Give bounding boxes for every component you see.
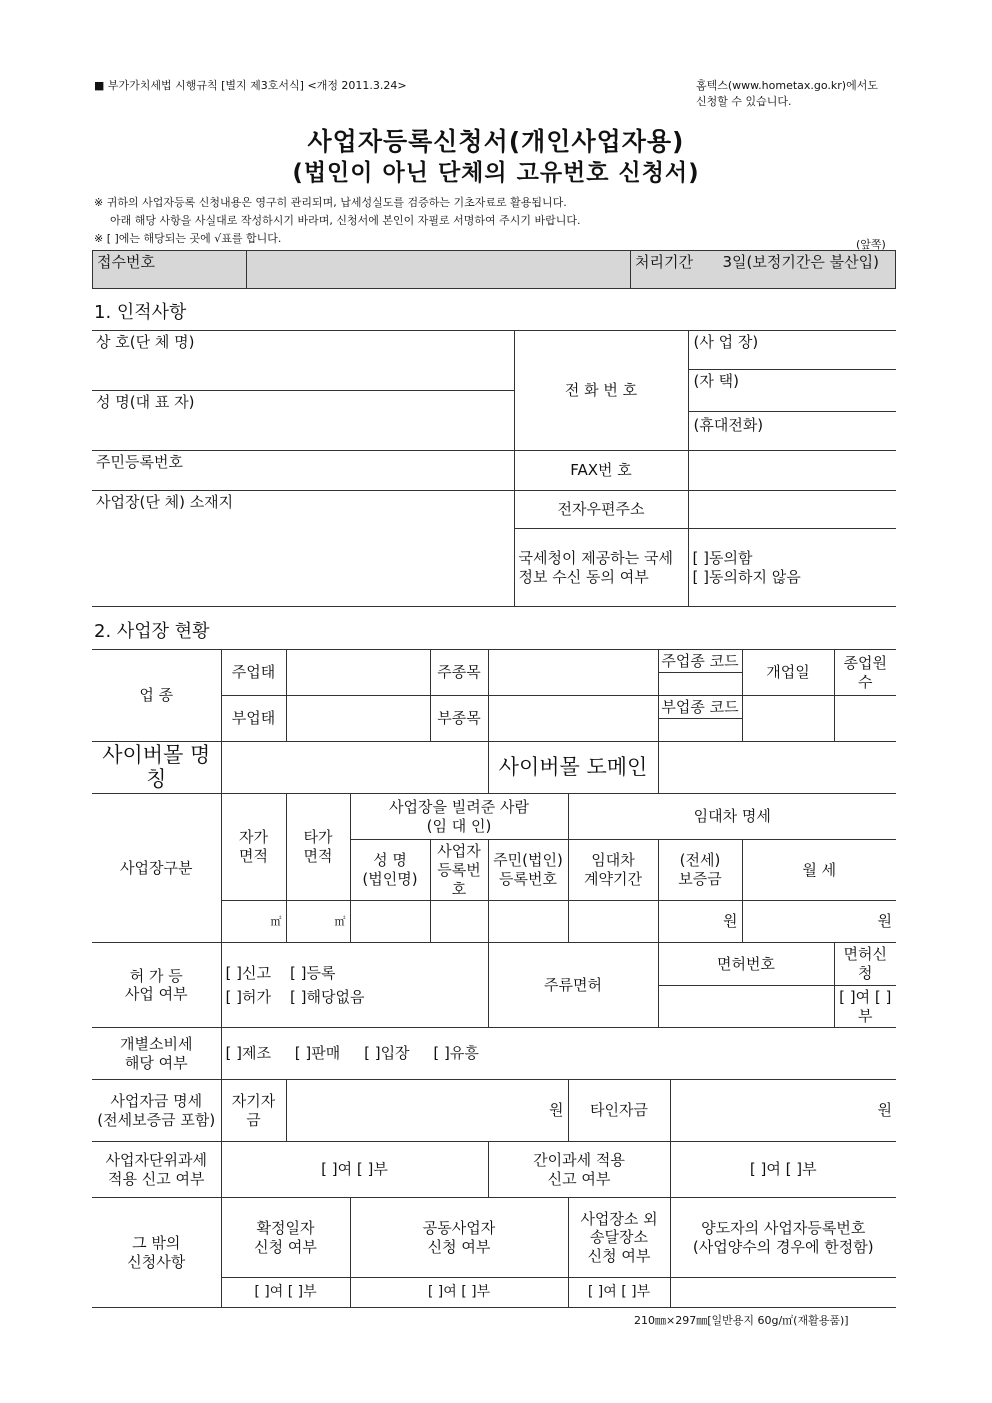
simple-tax-line1: 간이과세 적용 xyxy=(533,1151,625,1169)
receipt-number-label: 접수번호 xyxy=(93,251,247,289)
deposit-field[interactable] xyxy=(658,901,742,943)
other-area-line1: 타가 xyxy=(303,828,333,847)
permit-line1: 허 가 등 xyxy=(129,966,183,985)
excise-line1: 개별소비세 xyxy=(120,1035,193,1053)
sub-type-label: 부업태 xyxy=(221,696,286,742)
receipt-number-field[interactable] xyxy=(247,251,631,289)
permit-report-checkbox[interactable]: [ ]신고 xyxy=(225,963,271,982)
sub-type-field[interactable] xyxy=(286,696,430,742)
email-label: 전자우편주소 xyxy=(514,491,688,529)
main-code-field[interactable] xyxy=(658,673,742,696)
resident-number-label: 주민등록번호 xyxy=(96,453,183,471)
hometax-notice-line1: 홈텍스(www.hometax.go.kr)에서도 xyxy=(696,79,878,92)
phone-label: 전 화 번 호 xyxy=(514,331,688,451)
fixed-date-options[interactable]: [ ]여 [ ]부 xyxy=(221,1278,350,1308)
receipt-table xyxy=(92,250,896,289)
own-funds-field[interactable] xyxy=(286,1080,568,1142)
nts-consent-options xyxy=(688,529,896,607)
phone-home-field[interactable] xyxy=(689,370,897,412)
transferor-line1: 양도자의 사업자등록번호 xyxy=(701,1219,866,1237)
joint-business-options[interactable]: [ ]여 [ ]부 xyxy=(350,1278,568,1308)
other-requests-label xyxy=(92,1198,221,1308)
lease-period-label xyxy=(568,840,658,901)
business-status-table xyxy=(92,649,896,1308)
license-apply-label: 면허신청 xyxy=(834,943,896,986)
lease-detail-label: 임대차 명세 xyxy=(568,794,896,840)
resident-number-field[interactable] xyxy=(92,451,514,491)
nts-consent-line1: 국세청이 제공하는 국세 xyxy=(518,548,673,567)
lessor-resno-label xyxy=(488,840,568,901)
license-number-label: 면허번호 xyxy=(658,943,834,986)
permit-register-checkbox[interactable]: [ ]등록 xyxy=(290,963,336,982)
place-type-label: 사업장구분 xyxy=(92,794,221,943)
open-date-field[interactable] xyxy=(742,696,834,742)
phone-business-field[interactable] xyxy=(689,331,897,370)
sub-item-label: 부종목 xyxy=(430,696,488,742)
excise-options xyxy=(221,1028,896,1080)
other-requests-line1: 그 밖의 xyxy=(132,1234,181,1252)
mailing-place-line3: 신청 여부 xyxy=(587,1247,651,1266)
transferor-number-field[interactable] xyxy=(670,1278,896,1308)
lessor-resno-line1: 주민(법인) xyxy=(493,851,563,870)
lessor-bizno-label xyxy=(430,840,488,901)
simple-tax-line2: 신고 여부 xyxy=(547,1169,611,1188)
lessor-name-line2: (법인명) xyxy=(362,870,418,889)
permit-line2: 사업 여부 xyxy=(124,985,188,1004)
lessor-label xyxy=(350,794,568,840)
consent-disagree-checkbox[interactable]: [ ]동의하지 않음 xyxy=(692,567,801,586)
note-2: 아래 해당 사항을 사실대로 작성하시기 바라며, 신청서에 본인이 자필로 서명하여 주시기 바랍니다. xyxy=(110,214,581,227)
phone-mobile-field[interactable] xyxy=(689,412,897,450)
permit-permit-checkbox[interactable]: [ ]허가 xyxy=(225,988,271,1007)
other-funds-field[interactable] xyxy=(670,1080,896,1142)
lease-period-line1: 임대차 xyxy=(591,851,635,870)
main-type-field[interactable] xyxy=(286,650,430,696)
fixed-date-label xyxy=(221,1198,350,1278)
lessor-name-field[interactable] xyxy=(350,901,430,943)
own-area-unit: ㎡ xyxy=(270,914,282,928)
address-label: 사업장(단 체) 소재지 xyxy=(96,493,234,511)
cyber-mall-domain-label: 사이버몰 도메인 xyxy=(488,742,658,794)
form-title: 사업자등록신청서(개인사업자용) xyxy=(307,127,685,156)
mailing-place-options[interactable]: [ ]여 [ ]부 xyxy=(568,1278,670,1308)
liquor-license-label: 주류면허 xyxy=(488,943,658,1028)
other-area-label xyxy=(286,794,350,901)
section1-title: 1. 인적사항 xyxy=(94,302,187,323)
funds-label xyxy=(92,1080,221,1142)
own-area-label xyxy=(221,794,286,901)
mailing-place-line1: 사업장소 외 xyxy=(580,1209,658,1228)
lessor-line1: 사업장을 빌려준 사람 xyxy=(389,797,529,816)
own-funds-unit: 원 xyxy=(549,1101,564,1120)
hometax-notice-line2: 신청할 수 있습니다. xyxy=(696,95,792,108)
sub-code-field[interactable] xyxy=(658,719,742,742)
permit-none-checkbox[interactable]: [ ]해당없음 xyxy=(290,988,365,1007)
lessor-resno-line2: 등록번호 xyxy=(499,870,557,889)
main-item-label: 주종목 xyxy=(430,650,488,696)
transferor-label xyxy=(670,1198,896,1278)
funds-line2: (전세보증금 포함) xyxy=(97,1110,216,1129)
employees-field[interactable] xyxy=(834,696,896,742)
transferor-line2: (사업양수의 경우에 한정함) xyxy=(692,1237,874,1256)
lease-period-field[interactable] xyxy=(568,901,658,943)
industry-label: 업 종 xyxy=(92,650,221,742)
license-apply-options[interactable]: [ ]여 [ ]부 xyxy=(834,985,896,1028)
monthly-rent-unit: 원 xyxy=(877,912,892,931)
nts-consent-line2: 정보 수신 동의 여부 xyxy=(518,567,649,586)
address-field[interactable] xyxy=(92,491,514,607)
own-area-line1: 자가 xyxy=(239,828,268,847)
excise-entertainment-checkbox[interactable]: [ ]유흥 xyxy=(433,1044,479,1063)
phone-mobile-label: (휴대전화) xyxy=(693,416,764,434)
fax-label: FAX번 호 xyxy=(514,451,688,491)
processing-period-label: 처리기간 xyxy=(631,251,719,289)
deposit-label xyxy=(658,840,742,901)
note-1: ※ 귀하의 사업자등록 신청내용은 영구히 관리되며, 납세성실도를 검증하는 기초자료로 활용됩니다. xyxy=(94,196,567,209)
note-3: ※ [ ]에는 해당되는 곳에 √표를 합니다. xyxy=(94,232,282,245)
other-area-line2: 면적 xyxy=(303,847,333,866)
deposit-line2: 보증금 xyxy=(678,870,722,889)
main-item-field[interactable] xyxy=(488,650,658,696)
other-area-unit: ㎡ xyxy=(334,914,346,928)
simple-tax-options[interactable]: [ ]여 [ ]부 xyxy=(670,1142,896,1198)
permit-options xyxy=(221,943,488,1028)
personal-info-table xyxy=(92,330,896,607)
lease-period-line2: 계약기간 xyxy=(584,870,642,889)
trade-name-field[interactable] xyxy=(92,331,514,391)
form-reference: ■ 부가가치세법 시행규칙 [별지 제3호서식] <개정 2011.3.24> xyxy=(94,79,407,92)
lessor-name-label xyxy=(350,840,430,901)
unit-tax-label xyxy=(92,1142,221,1198)
representative-name-label: 성 명(대 표 자) xyxy=(96,393,195,411)
lessor-bizno-line2: 등록번호 xyxy=(437,860,481,898)
main-type-label: 주업태 xyxy=(221,650,286,696)
permit-label xyxy=(92,943,221,1028)
open-date-label: 개업일 xyxy=(742,650,834,696)
funds-line1: 사업자금 명세 xyxy=(110,1092,203,1110)
license-number-field[interactable] xyxy=(658,985,834,1028)
sub-item-field[interactable] xyxy=(488,696,658,742)
other-funds-unit: 원 xyxy=(877,1101,892,1120)
other-funds-label: 타인자금 xyxy=(568,1080,670,1142)
joint-business-line2: 신청 여부 xyxy=(427,1237,491,1256)
own-funds-label: 자기자금 xyxy=(221,1080,286,1142)
unit-tax-line1: 사업자단위과세 xyxy=(105,1151,207,1169)
representative-name-field[interactable] xyxy=(92,391,514,451)
cyber-mall-domain-field[interactable] xyxy=(658,742,896,794)
fixed-date-line2: 신청 여부 xyxy=(254,1237,317,1256)
other-area-field[interactable] xyxy=(286,901,350,943)
own-area-line2: 면적 xyxy=(239,847,268,866)
mailing-place-label xyxy=(568,1198,670,1278)
employees-label: 종업원 수 xyxy=(834,650,896,696)
trade-name-label: 상 호(단 체 명) xyxy=(96,333,195,351)
deposit-line1: (전세) xyxy=(679,851,721,870)
excise-line2: 해당 여부 xyxy=(124,1053,188,1072)
joint-business-line1: 공동사업자 xyxy=(422,1219,496,1237)
lessor-line2: (임 대 인) xyxy=(426,816,492,835)
email-field[interactable] xyxy=(688,491,896,529)
cyber-mall-name-label: 사이버몰 명칭 xyxy=(92,742,221,794)
excise-admission-checkbox[interactable]: [ ]입장 xyxy=(364,1044,410,1063)
monthly-rent-field[interactable] xyxy=(742,901,896,943)
nts-consent-label xyxy=(514,529,688,607)
lessor-resno-field[interactable] xyxy=(488,901,568,943)
mailing-place-line2: 송달장소 xyxy=(590,1228,648,1247)
fax-field[interactable] xyxy=(688,451,896,491)
lessor-bizno-field[interactable] xyxy=(430,901,488,943)
deposit-unit: 원 xyxy=(723,912,738,931)
form-subtitle: (법인이 아닌 단체의 고유번호 신청서) xyxy=(292,160,700,186)
cyber-mall-name-field[interactable] xyxy=(221,742,488,794)
lessor-bizno-line1: 사업자 xyxy=(437,842,481,860)
excise-manufacture-checkbox[interactable]: [ ]제조 xyxy=(225,1044,271,1063)
phone-home-label: (자 택) xyxy=(693,372,739,390)
unit-tax-line2: 적용 신고 여부 xyxy=(108,1169,205,1188)
other-requests-line2: 신청사항 xyxy=(127,1252,186,1271)
front-side-label: (앞쪽) xyxy=(856,238,886,251)
lessor-name-line1: 성 명 xyxy=(373,851,407,870)
processing-period-value: 3일(보정기간은 불산입) xyxy=(719,251,896,289)
monthly-rent-label: 월 세 xyxy=(742,840,896,901)
sub-code-label: 부업종 코드 xyxy=(658,696,742,719)
main-code-label: 주업종 코드 xyxy=(658,650,742,673)
excise-sale-checkbox[interactable]: [ ]판매 xyxy=(294,1044,341,1063)
own-area-field[interactable] xyxy=(221,901,286,943)
consent-agree-checkbox[interactable]: [ ]동의함 xyxy=(692,548,753,567)
paper-spec: 210㎜×297㎜[일반용지 60g/㎡(재활용품)] xyxy=(634,1314,849,1327)
excise-label xyxy=(92,1028,221,1080)
fixed-date-line1: 확정일자 xyxy=(256,1219,315,1237)
section2-title: 2. 사업장 현황 xyxy=(94,621,210,642)
joint-business-label xyxy=(350,1198,568,1278)
phone-business-label: (사 업 장) xyxy=(693,333,759,351)
unit-tax-options[interactable]: [ ]여 [ ]부 xyxy=(221,1142,488,1198)
simple-tax-label xyxy=(488,1142,670,1198)
